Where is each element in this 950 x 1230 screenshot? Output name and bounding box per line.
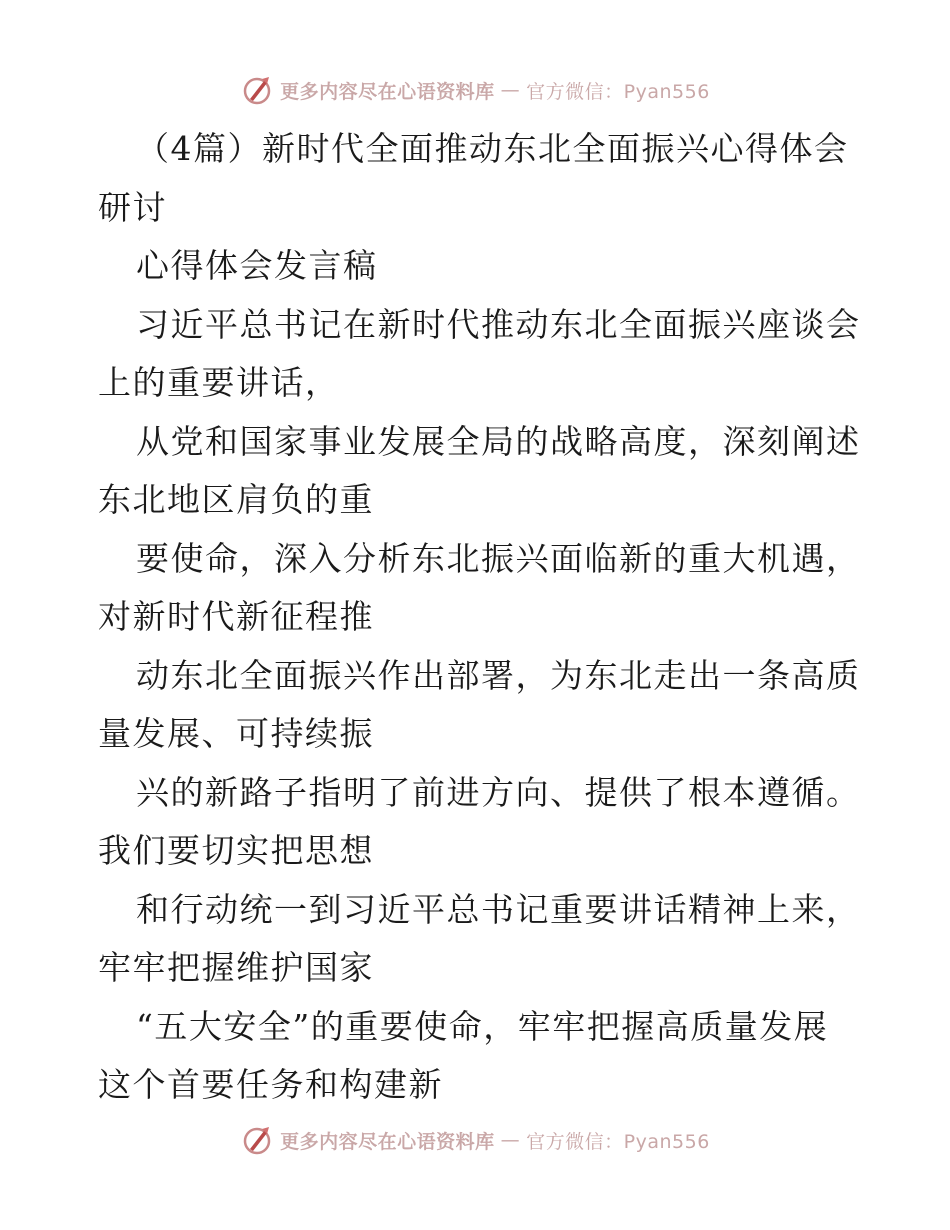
quill-pen-logo-icon — [240, 73, 274, 107]
text-line: 这个首要任务和构建新 — [98, 1065, 443, 1104]
text-line: “五大安全”的重要使命，牢牢把握高质量发展 — [136, 1006, 829, 1046]
text-line: 要使命，深入分析东北振兴面临新的重大机遇， — [136, 538, 861, 578]
quill-pen-logo-icon — [240, 1123, 274, 1157]
text-line: 习近平总书记在新时代推动东北全面振兴座谈会 — [136, 304, 861, 344]
document-body — [98, 120, 868, 1115]
watermark-main-text: 更多内容尽在心语资料库 — [280, 1130, 495, 1153]
watermark-dash: — — [500, 79, 521, 101]
text-line: 量发展、可持续振 — [98, 714, 374, 753]
text-line: （4篇）新时代全面推动东北全面振兴心得体会 — [136, 129, 849, 168]
text-line: 我们要切实把思想 — [98, 831, 374, 870]
text-line: 上的重要讲话， — [98, 363, 340, 402]
watermark-main-text: 更多内容尽在心语资料库 — [280, 80, 495, 103]
text-line: 兴的新路子指明了前进方向、提供了根本遵循。 — [136, 772, 861, 812]
watermark-wechat-text: 官方微信：Pyan556 — [526, 80, 710, 103]
text-line: 牢牢把握维护国家 — [98, 948, 374, 987]
header-watermark — [0, 70, 950, 110]
footer-watermark — [0, 1120, 950, 1160]
watermark-wechat-text: 官方微信：Pyan556 — [526, 1130, 710, 1153]
text-line: 东北地区肩负的重 — [98, 480, 374, 519]
text-line: 研讨 — [98, 187, 167, 227]
text-line: 和行动统一到习近平总书记重要讲话精神上来， — [136, 889, 861, 929]
text-line: 从党和国家事业发展全局的战略高度，深刻阐述 — [136, 421, 861, 461]
text-line: 动东北全面振兴作出部署，为东北走出一条高质 — [136, 655, 861, 695]
text-line: 对新时代新征程推 — [98, 597, 374, 636]
text-line: 心得体会发言稿 — [136, 246, 378, 285]
watermark-dash: — — [500, 1129, 521, 1151]
